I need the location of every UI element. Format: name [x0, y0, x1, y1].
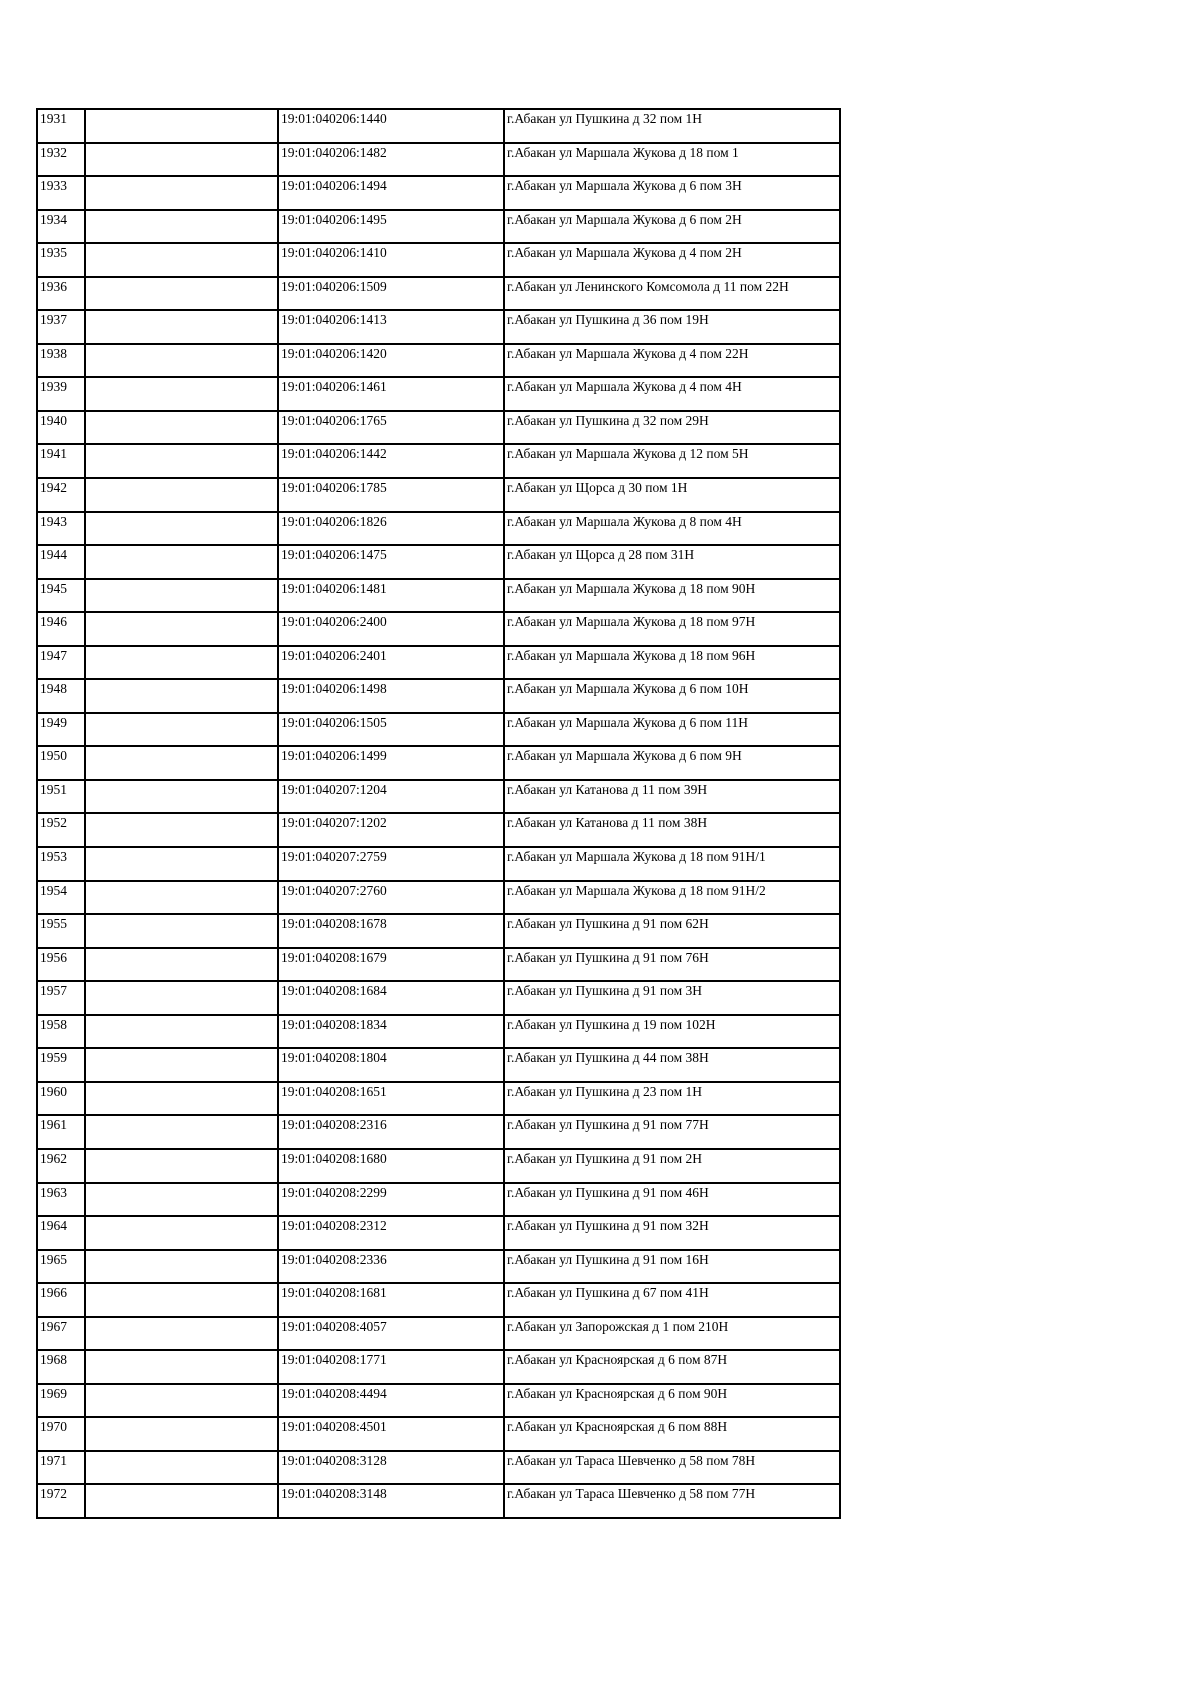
- blank-cell: [85, 310, 278, 344]
- cadastral-number-cell: 19:01:040206:1495: [278, 210, 504, 244]
- blank-cell: [85, 243, 278, 277]
- address-cell: г.Абакан ул Красноярская д 6 пом 88Н: [504, 1417, 840, 1451]
- row-number-cell: 1963: [37, 1183, 85, 1217]
- address-cell: г.Абакан ул Щорса д 30 пом 1Н: [504, 478, 840, 512]
- address-cell: г.Абакан ул Запорожская д 1 пом 210Н: [504, 1317, 840, 1351]
- blank-cell: [85, 411, 278, 445]
- cadastral-number-cell: 19:01:040208:3148: [278, 1484, 504, 1518]
- blank-cell: [85, 780, 278, 814]
- table-row: [37, 813, 840, 847]
- cadastral-number-cell: 19:01:040207:1204: [278, 780, 504, 814]
- address-cell: г.Абакан ул Пушкина д 91 пом 32Н: [504, 1216, 840, 1250]
- table-row: [37, 277, 840, 311]
- cadastral-number-cell: 19:01:040206:1509: [278, 277, 504, 311]
- cadastral-number-cell: 19:01:040206:2400: [278, 612, 504, 646]
- address-cell: г.Абакан ул Пушкина д 91 пом 16Н: [504, 1250, 840, 1284]
- address-cell: г.Абакан ул Маршала Жукова д 4 пом 2Н: [504, 243, 840, 277]
- row-number-cell: 1933: [37, 176, 85, 210]
- table-row: [37, 679, 840, 713]
- table-row: [37, 1048, 840, 1082]
- blank-cell: [85, 1082, 278, 1116]
- row-number-cell: 1972: [37, 1484, 85, 1518]
- cadastral-number-cell: 19:01:040206:1826: [278, 512, 504, 546]
- cadastral-number-cell: 19:01:040206:1410: [278, 243, 504, 277]
- table-row: [37, 1149, 840, 1183]
- address-cell: г.Абакан ул Пушкина д 23 пом 1Н: [504, 1082, 840, 1116]
- property-registry-table: [36, 108, 841, 1519]
- address-cell: г.Абакан ул Маршала Жукова д 6 пом 10Н: [504, 679, 840, 713]
- address-cell: г.Абакан ул Маршала Жукова д 4 пом 4Н: [504, 377, 840, 411]
- cadastral-number-cell: 19:01:040208:4494: [278, 1384, 504, 1418]
- row-number-cell: 1968: [37, 1350, 85, 1384]
- blank-cell: [85, 478, 278, 512]
- blank-cell: [85, 981, 278, 1015]
- blank-cell: [85, 579, 278, 613]
- cadastral-number-cell: 19:01:040206:1785: [278, 478, 504, 512]
- row-number-cell: 1944: [37, 545, 85, 579]
- table-row: [37, 210, 840, 244]
- row-number-cell: 1969: [37, 1384, 85, 1418]
- blank-cell: [85, 713, 278, 747]
- registry-table-body: [37, 109, 840, 1518]
- table-row: [37, 1384, 840, 1418]
- address-cell: г.Абакан ул Катанова д 11 пом 38Н: [504, 813, 840, 847]
- address-cell: г.Абакан ул Красноярская д 6 пом 87Н: [504, 1350, 840, 1384]
- row-number-cell: 1951: [37, 780, 85, 814]
- cadastral-number-cell: 19:01:040206:1494: [278, 176, 504, 210]
- row-number-cell: 1967: [37, 1317, 85, 1351]
- cadastral-number-cell: 19:01:040208:2316: [278, 1115, 504, 1149]
- row-number-cell: 1943: [37, 512, 85, 546]
- blank-cell: [85, 1149, 278, 1183]
- cadastral-number-cell: 19:01:040208:2299: [278, 1183, 504, 1217]
- cadastral-number-cell: 19:01:040208:1651: [278, 1082, 504, 1116]
- table-row: [37, 579, 840, 613]
- row-number-cell: 1971: [37, 1451, 85, 1485]
- cadastral-number-cell: 19:01:040206:1475: [278, 545, 504, 579]
- blank-cell: [85, 143, 278, 177]
- cadastral-number-cell: 19:01:040208:1680: [278, 1149, 504, 1183]
- cadastral-number-cell: 19:01:040208:4501: [278, 1417, 504, 1451]
- blank-cell: [85, 948, 278, 982]
- cadastral-number-cell: 19:01:040208:1804: [278, 1048, 504, 1082]
- blank-cell: [85, 1317, 278, 1351]
- blank-cell: [85, 1484, 278, 1518]
- address-cell: г.Абакан ул Пушкина д 91 пом 77Н: [504, 1115, 840, 1149]
- cadastral-number-cell: 19:01:040208:2312: [278, 1216, 504, 1250]
- address-cell: г.Абакан ул Пушкина д 32 пом 29Н: [504, 411, 840, 445]
- cadastral-number-cell: 19:01:040208:1771: [278, 1350, 504, 1384]
- row-number-cell: 1934: [37, 210, 85, 244]
- table-row: [37, 948, 840, 982]
- address-cell: г.Абакан ул Пушкина д 91 пом 46Н: [504, 1183, 840, 1217]
- row-number-cell: 1945: [37, 579, 85, 613]
- address-cell: г.Абакан ул Маршала Жукова д 6 пом 9Н: [504, 746, 840, 780]
- blank-cell: [85, 612, 278, 646]
- table-row: [37, 1417, 840, 1451]
- cadastral-number-cell: 19:01:040206:1482: [278, 143, 504, 177]
- cadastral-number-cell: 19:01:040206:1440: [278, 109, 504, 143]
- address-cell: г.Абакан ул Тараса Шевченко д 58 пом 77Н: [504, 1484, 840, 1518]
- blank-cell: [85, 109, 278, 143]
- row-number-cell: 1939: [37, 377, 85, 411]
- row-number-cell: 1954: [37, 881, 85, 915]
- blank-cell: [85, 1417, 278, 1451]
- cadastral-number-cell: 19:01:040206:1498: [278, 679, 504, 713]
- cadastral-number-cell: 19:01:040206:1505: [278, 713, 504, 747]
- cadastral-number-cell: 19:01:040208:2336: [278, 1250, 504, 1284]
- table-row: [37, 914, 840, 948]
- row-number-cell: 1936: [37, 277, 85, 311]
- address-cell: г.Абакан ул Маршала Жукова д 6 пом 11Н: [504, 713, 840, 747]
- blank-cell: [85, 847, 278, 881]
- cadastral-number-cell: 19:01:040206:2401: [278, 646, 504, 680]
- table-row: [37, 1183, 840, 1217]
- address-cell: г.Абакан ул Маршала Жукова д 8 пом 4Н: [504, 512, 840, 546]
- cadastral-number-cell: 19:01:040208:1678: [278, 914, 504, 948]
- address-cell: г.Абакан ул Пушкина д 91 пом 76Н: [504, 948, 840, 982]
- row-number-cell: 1953: [37, 847, 85, 881]
- cadastral-number-cell: 19:01:040208:1834: [278, 1015, 504, 1049]
- table-row: [37, 176, 840, 210]
- address-cell: г.Абакан ул Пушкина д 91 пом 2Н: [504, 1149, 840, 1183]
- table-row: [37, 109, 840, 143]
- row-number-cell: 1952: [37, 813, 85, 847]
- blank-cell: [85, 679, 278, 713]
- blank-cell: [85, 210, 278, 244]
- row-number-cell: 1970: [37, 1417, 85, 1451]
- table-row: [37, 981, 840, 1015]
- cadastral-number-cell: 19:01:040206:1442: [278, 444, 504, 478]
- blank-cell: [85, 512, 278, 546]
- address-cell: г.Абакан ул Красноярская д 6 пом 90Н: [504, 1384, 840, 1418]
- row-number-cell: 1965: [37, 1250, 85, 1284]
- cadastral-number-cell: 19:01:040208:1684: [278, 981, 504, 1015]
- table-row: [37, 1484, 840, 1518]
- blank-cell: [85, 1115, 278, 1149]
- address-cell: г.Абакан ул Пушкина д 44 пом 38Н: [504, 1048, 840, 1082]
- table-row: [37, 646, 840, 680]
- address-cell: г.Абакан ул Маршала Жукова д 6 пом 2Н: [504, 210, 840, 244]
- table-row: [37, 444, 840, 478]
- blank-cell: [85, 377, 278, 411]
- row-number-cell: 1962: [37, 1149, 85, 1183]
- cadastral-number-cell: 19:01:040206:1481: [278, 579, 504, 613]
- table-row: [37, 1015, 840, 1049]
- table-row: [37, 780, 840, 814]
- row-number-cell: 1959: [37, 1048, 85, 1082]
- cadastral-number-cell: 19:01:040206:1420: [278, 344, 504, 378]
- address-cell: г.Абакан ул Маршала Жукова д 12 пом 5Н: [504, 444, 840, 478]
- blank-cell: [85, 1250, 278, 1284]
- row-number-cell: 1949: [37, 713, 85, 747]
- cadastral-number-cell: 19:01:040208:3128: [278, 1451, 504, 1485]
- blank-cell: [85, 444, 278, 478]
- row-number-cell: 1941: [37, 444, 85, 478]
- blank-cell: [85, 1048, 278, 1082]
- table-row: [37, 143, 840, 177]
- table-row: [37, 310, 840, 344]
- address-cell: г.Абакан ул Маршала Жукова д 6 пом 3Н: [504, 176, 840, 210]
- row-number-cell: 1964: [37, 1216, 85, 1250]
- row-number-cell: 1940: [37, 411, 85, 445]
- cadastral-number-cell: 19:01:040208:1681: [278, 1283, 504, 1317]
- blank-cell: [85, 1283, 278, 1317]
- table-row: [37, 344, 840, 378]
- table-row: [37, 1451, 840, 1485]
- address-cell: г.Абакан ул Пушкина д 67 пом 41Н: [504, 1283, 840, 1317]
- blank-cell: [85, 1384, 278, 1418]
- address-cell: г.Абакан ул Пушкина д 36 пом 19Н: [504, 310, 840, 344]
- address-cell: г.Абакан ул Пушкина д 32 пом 1Н: [504, 109, 840, 143]
- address-cell: г.Абакан ул Маршала Жукова д 18 пом 90Н: [504, 579, 840, 613]
- row-number-cell: 1960: [37, 1082, 85, 1116]
- address-cell: г.Абакан ул Маршала Жукова д 4 пом 22Н: [504, 344, 840, 378]
- blank-cell: [85, 881, 278, 915]
- row-number-cell: 1950: [37, 746, 85, 780]
- row-number-cell: 1961: [37, 1115, 85, 1149]
- blank-cell: [85, 1350, 278, 1384]
- row-number-cell: 1956: [37, 948, 85, 982]
- address-cell: г.Абакан ул Щорса д 28 пом 31Н: [504, 545, 840, 579]
- cadastral-number-cell: 19:01:040206:1413: [278, 310, 504, 344]
- row-number-cell: 1958: [37, 1015, 85, 1049]
- table-row: [37, 847, 840, 881]
- row-number-cell: 1947: [37, 646, 85, 680]
- cadastral-number-cell: 19:01:040207:2759: [278, 847, 504, 881]
- blank-cell: [85, 746, 278, 780]
- blank-cell: [85, 176, 278, 210]
- blank-cell: [85, 914, 278, 948]
- table-row: [37, 881, 840, 915]
- table-row: [37, 545, 840, 579]
- table-row: [37, 377, 840, 411]
- row-number-cell: 1931: [37, 109, 85, 143]
- row-number-cell: 1935: [37, 243, 85, 277]
- blank-cell: [85, 277, 278, 311]
- table-row: [37, 1250, 840, 1284]
- address-cell: г.Абакан ул Пушкина д 19 пом 102Н: [504, 1015, 840, 1049]
- address-cell: г.Абакан ул Маршала Жукова д 18 пом 97Н: [504, 612, 840, 646]
- cadastral-number-cell: 19:01:040208:1679: [278, 948, 504, 982]
- blank-cell: [85, 1451, 278, 1485]
- row-number-cell: 1966: [37, 1283, 85, 1317]
- cadastral-number-cell: 19:01:040206:1499: [278, 746, 504, 780]
- blank-cell: [85, 1015, 278, 1049]
- row-number-cell: 1938: [37, 344, 85, 378]
- address-cell: г.Абакан ул Тараса Шевченко д 58 пом 78Н: [504, 1451, 840, 1485]
- blank-cell: [85, 545, 278, 579]
- blank-cell: [85, 1216, 278, 1250]
- row-number-cell: 1957: [37, 981, 85, 1015]
- blank-cell: [85, 1183, 278, 1217]
- address-cell: г.Абакан ул Пушкина д 91 пом 3Н: [504, 981, 840, 1015]
- table-row: [37, 746, 840, 780]
- table-row: [37, 512, 840, 546]
- cadastral-number-cell: 19:01:040206:1765: [278, 411, 504, 445]
- blank-cell: [85, 813, 278, 847]
- row-number-cell: 1942: [37, 478, 85, 512]
- row-number-cell: 1937: [37, 310, 85, 344]
- row-number-cell: 1946: [37, 612, 85, 646]
- row-number-cell: 1948: [37, 679, 85, 713]
- address-cell: г.Абакан ул Ленинского Комсомола д 11 пом 22Н: [504, 277, 840, 311]
- address-cell: г.Абакан ул Маршала Жукова д 18 пом 1: [504, 143, 840, 177]
- table-row: [37, 1216, 840, 1250]
- table-row: [37, 243, 840, 277]
- blank-cell: [85, 646, 278, 680]
- table-row: [37, 1082, 840, 1116]
- table-row: [37, 1350, 840, 1384]
- cadastral-number-cell: 19:01:040207:2760: [278, 881, 504, 915]
- table-row: [37, 1115, 840, 1149]
- row-number-cell: 1932: [37, 143, 85, 177]
- table-row: [37, 411, 840, 445]
- address-cell: г.Абакан ул Маршала Жукова д 18 пом 96Н: [504, 646, 840, 680]
- cadastral-number-cell: 19:01:040206:1461: [278, 377, 504, 411]
- table-row: [37, 478, 840, 512]
- table-row: [37, 1283, 840, 1317]
- table-row: [37, 612, 840, 646]
- table-row: [37, 1317, 840, 1351]
- cadastral-number-cell: 19:01:040208:4057: [278, 1317, 504, 1351]
- blank-cell: [85, 344, 278, 378]
- address-cell: г.Абакан ул Пушкина д 91 пом 62Н: [504, 914, 840, 948]
- address-cell: г.Абакан ул Маршала Жукова д 18 пом 91Н/2: [504, 881, 840, 915]
- row-number-cell: 1955: [37, 914, 85, 948]
- address-cell: г.Абакан ул Катанова д 11 пом 39Н: [504, 780, 840, 814]
- table-row: [37, 713, 840, 747]
- cadastral-number-cell: 19:01:040207:1202: [278, 813, 504, 847]
- address-cell: г.Абакан ул Маршала Жукова д 18 пом 91Н/1: [504, 847, 840, 881]
